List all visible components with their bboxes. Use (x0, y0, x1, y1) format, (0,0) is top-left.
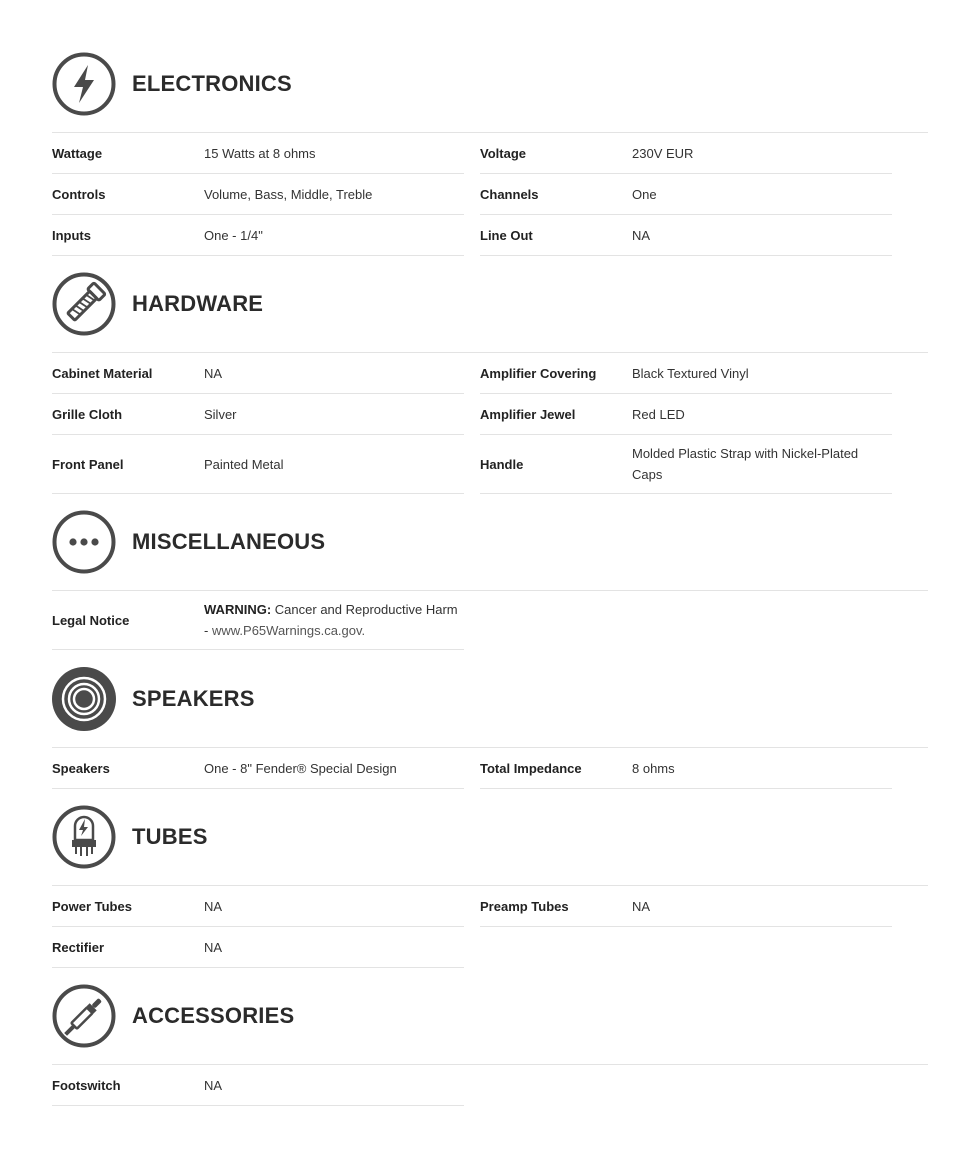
spec-column-right (480, 886, 892, 927)
spec-row (52, 927, 464, 968)
spec-label: Voltage (480, 145, 526, 161)
spec-row (52, 174, 464, 215)
ellipsis-icon (52, 510, 116, 574)
speaker-icon (52, 667, 116, 731)
spec-row (480, 748, 892, 789)
section-speakers (52, 667, 928, 776)
section-title: ELECTRONICS (132, 71, 292, 96)
spec-label: Amplifier Covering (480, 365, 597, 381)
section-header (52, 667, 928, 747)
spec-value: Molded Plastic Strap with Nickel-Plated Caps (632, 446, 859, 482)
spec-label: Total Impedance (480, 760, 582, 776)
lightning-bolt-icon (52, 52, 116, 116)
spec-value: Silver (204, 406, 237, 422)
spec-value: NA (204, 365, 223, 381)
spec-row (52, 435, 464, 494)
section-header (52, 510, 928, 590)
section-title: HARDWARE (132, 291, 264, 316)
section-header (52, 984, 928, 1064)
spec-row (52, 591, 464, 650)
spec-row (480, 174, 892, 215)
spec-label: Preamp Tubes (480, 898, 569, 914)
section-title: MISCELLANEOUS (132, 529, 326, 554)
spec-label: Rectifier (52, 939, 105, 955)
section-electronics (52, 52, 928, 243)
spec-row (480, 353, 892, 394)
section-tubes (52, 805, 928, 955)
section-title: TUBES (132, 824, 208, 849)
section-header (52, 805, 928, 885)
spec-value: NA (204, 898, 223, 914)
spec-label: Wattage (52, 145, 103, 161)
spec-column-left (52, 748, 464, 789)
section-title: SPEAKERS (132, 686, 255, 711)
spec-label: Controls (52, 186, 106, 202)
spec-row (52, 133, 464, 174)
cable-jack-icon (52, 984, 116, 1048)
spec-row (52, 1065, 464, 1106)
spec-row (52, 886, 464, 927)
spec-column-right (480, 748, 892, 789)
spec-value: Red LED (632, 406, 685, 422)
spec-column-right (480, 133, 892, 256)
spec-value: 230V EUR (632, 145, 694, 161)
spec-column-left (52, 1065, 464, 1106)
section-title: ACCESSORIES (132, 1003, 295, 1028)
spec-label: Front Panel (52, 456, 124, 472)
spec-column-left (52, 353, 464, 494)
spec-label: Power Tubes (52, 898, 132, 914)
spec-value: Volume, Bass, Middle, Treble (204, 186, 373, 202)
spec-column-right (480, 353, 892, 494)
spec-value: NA (204, 939, 223, 955)
spec-label: Amplifier Jewel (480, 406, 576, 422)
spec-label: Legal Notice (52, 612, 130, 628)
spec-value: 8 ohms (632, 760, 675, 776)
p65-warnings-link[interactable]: www.P65Warnings.ca.gov. (211, 623, 366, 638)
spec-value (204, 599, 464, 641)
spec-value: NA (632, 227, 651, 243)
spec-column-left (52, 886, 464, 968)
spec-row (52, 748, 464, 789)
warning-label: WARNING: (204, 602, 272, 617)
spec-label: Handle (480, 456, 524, 472)
spec-row (480, 435, 892, 494)
spec-value: NA (204, 1077, 223, 1093)
spec-value: Black Textured Vinyl (632, 365, 749, 381)
spec-value: One (632, 186, 657, 202)
spec-label: Channels (480, 186, 539, 202)
spec-column-left (52, 133, 464, 256)
spec-row (480, 886, 892, 927)
spec-value: NA (632, 898, 651, 914)
spec-value: Painted Metal (204, 456, 284, 472)
spec-label: Footswitch (52, 1077, 121, 1093)
spec-value: One - 8" Fender® Special Design (204, 760, 397, 776)
section-hardware (52, 272, 928, 482)
bolt-screw-icon (52, 272, 116, 336)
spec-row (480, 215, 892, 256)
spec-row (480, 394, 892, 435)
spec-row (52, 215, 464, 256)
spec-label: Grille Cloth (52, 406, 123, 422)
section-header (52, 272, 928, 352)
spec-label: Line Out (480, 227, 533, 243)
section-miscellaneous (52, 510, 928, 638)
spec-row (480, 133, 892, 174)
spec-row (52, 353, 464, 394)
section-accessories (52, 984, 928, 1093)
spec-row (52, 394, 464, 435)
warning-text: Cancer and Reproductive Harm - (204, 602, 458, 638)
vacuum-tube-icon (52, 805, 116, 869)
spec-label: Cabinet Material (52, 365, 153, 381)
spec-value: One - 1/4" (204, 227, 263, 243)
spec-value: 15 Watts at 8 ohms (204, 145, 316, 161)
spec-column-left (52, 591, 464, 650)
section-header (52, 52, 928, 132)
spec-label: Speakers (52, 760, 110, 776)
spec-label: Inputs (52, 227, 91, 243)
